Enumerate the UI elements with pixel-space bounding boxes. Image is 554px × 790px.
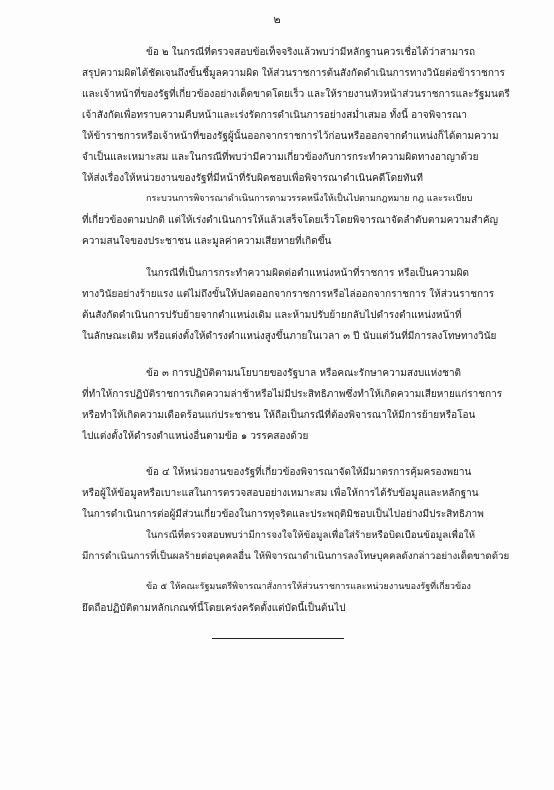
clause-2-line-4: เจ้าสังกัดเพื่อทราบความคืบหน้าและเร่งรัดการดำเนินการอย่างสม่ำเสมอ ทั้งนี้ อาจพิจารณา bbox=[82, 110, 467, 121]
clause-4-line-1: ข้อ ๔ ให้หน่วยงานของรัฐที่เกี่ยวข้องพิจารณาจัดให้มีมาตรการคุ้มครองพยาน bbox=[146, 467, 472, 478]
clause-2-para-3-line-4: ในลักษณะเดิม หรือแต่งตั้งให้ดำรงตำแหน่งสูงขึ้นภายในเวลา ๓ ปี นับแต่วันที่มีการลงโทษทางวินัย bbox=[82, 331, 497, 342]
clause-2-line-6: จำเป็นและเหมาะสม และในกรณีที่พบว่ามีความเกี่ยวข้องกับการกระทำความผิดทางอาญาด้วย bbox=[82, 152, 479, 163]
clause-4-para-2-line-2: มีการดำเนินการที่เป็นผลร้ายต่อบุคคลอื่น ให้พิจารณาดำเนินการลงโทษบุคคลดังกล่าวอย่างเด็ดขาดด้วย bbox=[82, 551, 510, 562]
clause-2-line-5: ให้ข้าราชการหรือเจ้าหน้าที่ของรัฐผู้นั้นออกจากราชการไว้ก่อนหรือออกจากตำแหน่งก็ได้ตามความ bbox=[82, 131, 499, 142]
clause-4-line-3: ในการดำเนินการต่อผู้มีส่วนเกี่ยวข้องในการทุจริตและประพฤติมิชอบเป็นไปอย่างมีประสิทธิภาพ bbox=[82, 509, 484, 520]
clause-4-line-2: หรือผู้ให้ข้อมูลหรือเบาะแสในการตรวจสอบอย่างเหมาะสม เพื่อให้การได้รับข้อมูลและหลักฐาน bbox=[82, 488, 479, 499]
clause-2-para-2-line-2: ที่เกี่ยวข้องตามปกติ แต่ให้เร่งดำเนินการให้แล้วเสร็จโดยเร็วโดยพิจารณาจัดลำดับตามความสำคัญ bbox=[82, 215, 499, 226]
page-number: ๒ bbox=[273, 13, 281, 26]
clause-2-line-2: สรุปความผิดได้ชัดเจนถึงขั้นชี้มูลความผิด ให้ส่วนราชการต้นสังกัดดำเนินการทางวินัยต่อข้าราชการ bbox=[82, 68, 505, 79]
clause-2-para-3-line-1: ในกรณีที่เป็นการกระทำความผิดต่อตำแหน่งหน้าที่ราชการ หรือเป็นความผิด bbox=[146, 268, 469, 279]
clause-2-line-3: และเจ้าหน้าที่ของรัฐที่เกี่ยวข้องอย่างเด็ดขาดโดยเร็ว และให้รายงานหัวหน้าส่วนราชการและรัฐมนตรี bbox=[82, 89, 510, 100]
clause-3-line-4: ไปแต่งตั้งให้ดำรงตำแหน่งอื่นตามข้อ ๑ วรรคสองด้วย bbox=[82, 431, 309, 442]
clause-2-para-3-line-3: ต้นสังกัดดำเนินการปรับย้ายจากตำแหน่งเดิม และห้ามปรับย้ายกลับไปดำรงตำแหน่งหน้าที่ bbox=[82, 310, 462, 321]
end-divider bbox=[212, 638, 344, 639]
clause-5-line-2: ยึดถือปฏิบัติตามหลักเกณฑ์นี้โดยเคร่งครัดตั้งแต่บัดนี้เป็นต้นไป bbox=[82, 603, 346, 614]
clause-5-line-1: ข้อ ๕ ให้คณะรัฐมนตรีพิจารณาสั่งการให้ส่วนราชการและหน่วยงานของรัฐที่เกี่ยวข้อง bbox=[146, 582, 471, 592]
clause-3-line-3: หรือทำให้เกิดความเดือดร้อนแก่ประชาชน ให้ถือเป็นกรณีที่ต้องพิจารณาให้มีการย้ายหรือโอน bbox=[82, 410, 476, 421]
clause-2-para-3-line-2: ทางวินัยอย่างร้ายแรง แต่ไม่ถึงขั้นให้ปลดออกจากราชการหรือไล่ออกจากราชการ ให้ส่วนราชการ bbox=[82, 289, 495, 300]
clause-3-line-2: ที่ทำให้การปฏิบัติราชการเกิดความล่าช้าหรือไม่มีประสิทธิภาพซึ่งทำให้เกิดความเสียหายแก่ราชการ bbox=[82, 389, 503, 400]
clause-2-line-7: ให้ส่งเรื่องให้หน่วยงานของรัฐที่มีหน้าที่รับผิดชอบเพื่อพิจารณาดำเนินคดีโดยทันที bbox=[82, 173, 423, 184]
clause-4-para-2-line-1: ในกรณีที่ตรวจสอบพบว่ามีการจงใจให้ข้อมูลเพื่อใส่ร้ายหรือบิดเบือนข้อมูลเพื่อให้ bbox=[146, 530, 476, 541]
clause-2-line-1: ข้อ ๒ ในกรณีที่ตรวจสอบข้อเท็จจริงแล้วพบว่ามีหลักฐานควรเชื่อได้ว่าสามารถ bbox=[146, 47, 476, 58]
clause-2-para-2-line-1: กระบวนการพิจารณาดำเนินการตามวรรคหนึ่งให้เป็นไปตามกฎหมาย กฎ และระเบียบ bbox=[146, 194, 473, 204]
clause-3-line-1: ข้อ ๓ การปฏิบัติตามนโยบายของรัฐบาล หรือคณะรักษาความสงบแห่งชาติ bbox=[146, 368, 462, 379]
clause-2-para-2-line-3: ความสนใจของประชาชน และมูลค่าความเสียหายที่เกิดขึ้น bbox=[82, 236, 332, 247]
